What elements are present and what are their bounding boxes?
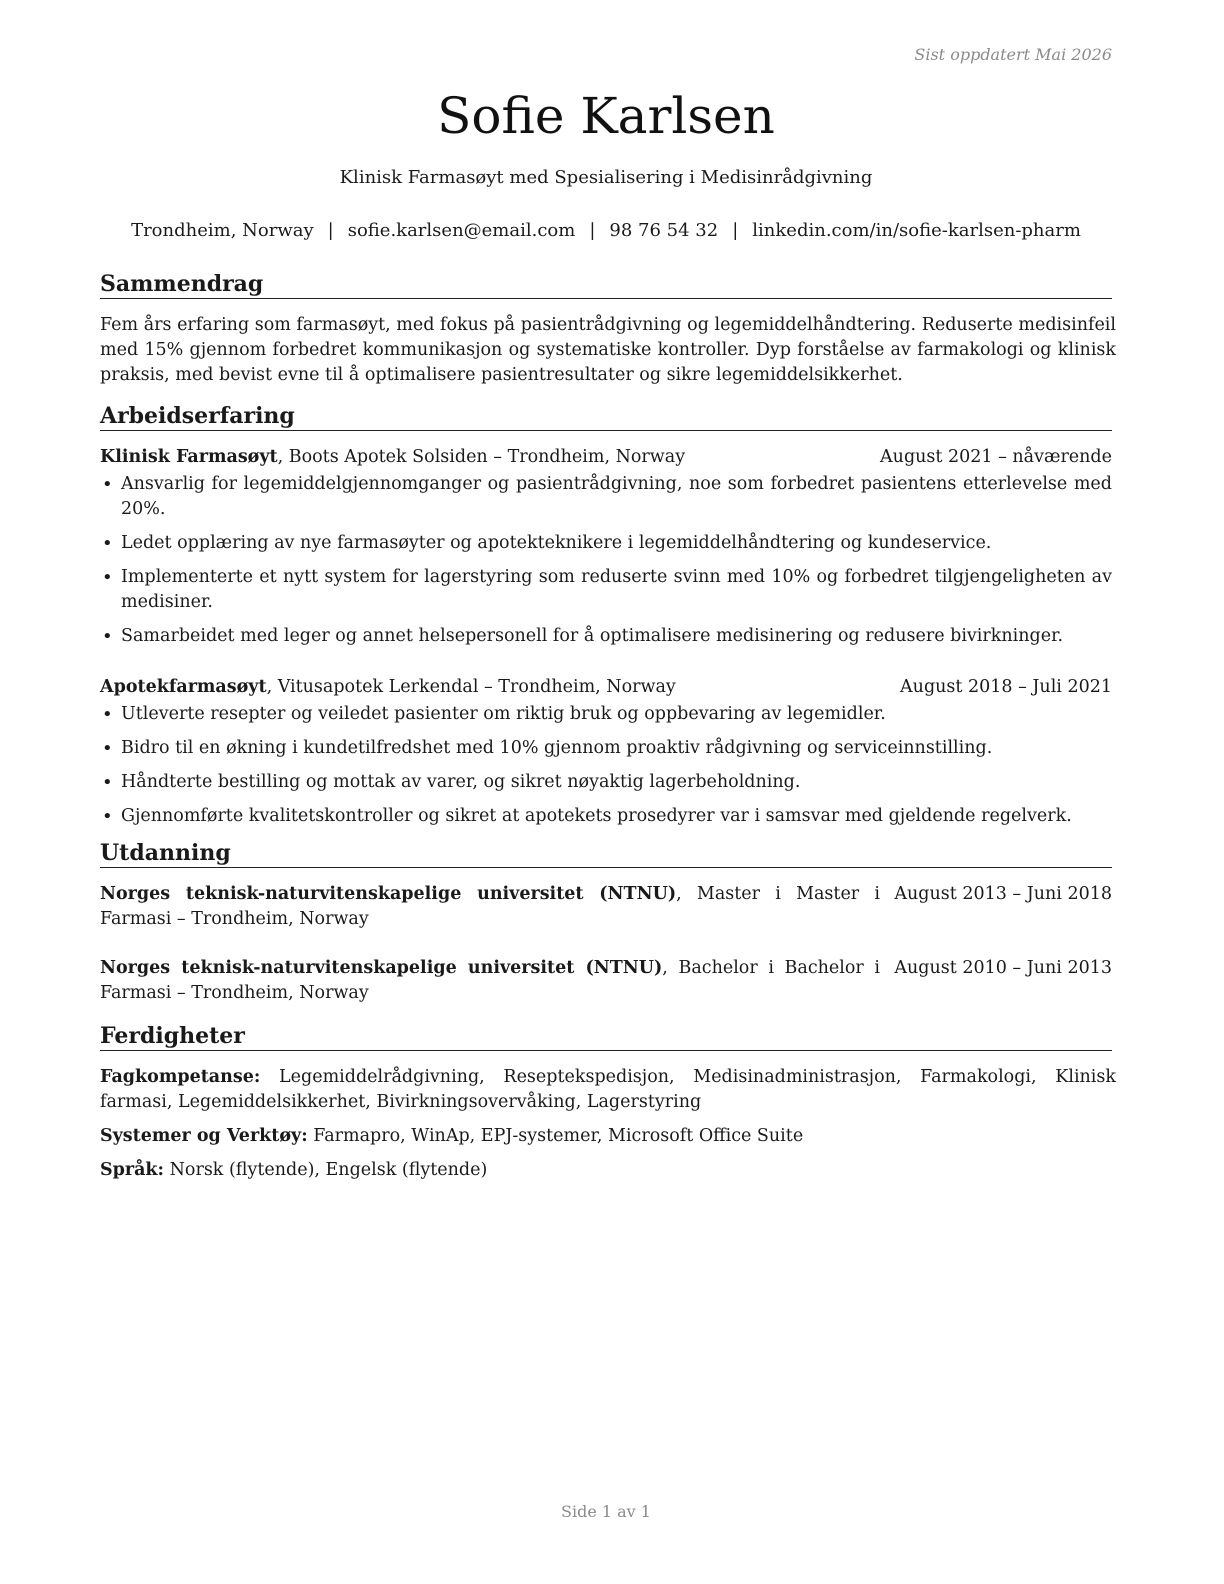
job-bullet: • Ansvarlig for legemiddelgjennomganger og pasientrådgivning, noe som forbedret pasientens etterlevelse med 20%. [100, 472, 1112, 522]
job-employer: , Vitusapotek Lerkendal – Trondheim, Norway [266, 677, 676, 697]
job-dates: August 2018 – Juli 2021 [900, 677, 1112, 697]
job-dates: August 2021 – nåværende [880, 447, 1112, 467]
education-dates: August 2010 – Juni 2013 [894, 958, 1112, 978]
candidate-name: Sofie Karlsen [437, 87, 775, 145]
education-dates: August 2013 – Juni 2018 [894, 884, 1112, 904]
job-header [100, 675, 1112, 700]
job-header [100, 445, 1112, 470]
job-title-place [100, 675, 676, 700]
contact-phone: 98 76 54 32 [609, 220, 719, 241]
education-item [100, 882, 1112, 932]
contact-location: Trondheim, Norway [131, 220, 314, 241]
section-heading-experience: Arbeidserfaring [100, 402, 1112, 431]
last-updated: Sist oppdatert Mai 2026 [914, 45, 1112, 64]
skill-row [100, 1158, 1116, 1183]
job-bullet: • Ledet opplæring av nye farmasøyter og apotekteknikere i legemiddelhåndtering og kundeservice. [100, 531, 1112, 556]
section-heading-summary: Sammendrag [100, 270, 1112, 299]
education-school: Norges teknisk-naturvitenskapelige universitet (NTNU) [100, 958, 663, 978]
job-bullets [100, 702, 1112, 829]
job-bullet: • Utleverte resepter og veiledet pasienter om riktig bruk og oppbevaring av legemidler. [100, 702, 1112, 727]
job-title-place [100, 445, 685, 470]
job-bullet: • Implementerte et nytt system for lagerstyring som reduserte svinn med 10% og forbedret tilgjengeligheten av medisiner. [100, 565, 1112, 615]
contact-line [100, 220, 1112, 241]
section-heading-education: Utdanning [100, 839, 1112, 868]
resume-page [100, 0, 1116, 1584]
education-detail [100, 882, 880, 932]
skill-row [100, 1124, 1116, 1149]
section-heading-skills: Ferdigheter [100, 1022, 1112, 1051]
education-degree: , Master i Master i Farmasi – Trondheim, Norway [100, 884, 881, 929]
skill-label: Fagkompetanse: [100, 1067, 261, 1087]
education-item [100, 956, 1112, 1006]
page-number: Side 1 av 1 [561, 1502, 651, 1521]
skill-value: Legemiddelrådgivning, Reseptekspedisjon, Medisinadministrasjon, Farmakologi, Klinisk farmasi, Legemiddelsikkerhet, Bivirkningsovervåking, Lagerstyring [100, 1067, 1116, 1112]
job-employer: , Boots Apotek Solsiden – Trondheim, Norway [277, 447, 686, 467]
education-detail [100, 956, 880, 1006]
professional-title: Klinisk Farmasøyt med Spesialisering i Medisinrådgivning [339, 167, 873, 188]
skill-row [100, 1065, 1116, 1115]
job-bullet: • Gjennomførte kvalitetskontroller og sikret at apotekets prosedyrer var i samsvar med gjeldende regelverk. [100, 804, 1112, 829]
contact-separator: | [732, 220, 739, 241]
job-bullet: • Bidro til en økning i kundetilfredshet med 10% gjennom proaktiv rådgivning og serviceinnstilling. [100, 736, 1112, 761]
job-title: Klinisk Farmasøyt [100, 447, 278, 467]
job-bullets [100, 472, 1112, 649]
contact-email[interactable]: sofie.karlsen@email.com [347, 220, 576, 241]
skill-value: Farmapro, WinAp, EPJ-systemer, Microsoft Office Suite [313, 1126, 804, 1146]
resume-body [100, 270, 1116, 1183]
job-title: Apotekfarmasøyt [100, 677, 267, 697]
job-bullet: • Håndterte bestilling og mottak av varer, og sikret nøyaktig lagerbeholdning. [100, 770, 1112, 795]
skill-value: Norsk (flytende), Engelsk (flytende) [169, 1160, 488, 1180]
contact-separator: | [327, 220, 334, 241]
skill-label: Språk: [100, 1160, 165, 1180]
job-bullet: • Samarbeidet med leger og annet helsepersonell for å optimalisere medisinering og redusere bivirkninger. [100, 624, 1112, 649]
contact-linkedin[interactable]: linkedin.com/in/sofie-karlsen-pharm [752, 220, 1081, 241]
education-degree: , Bachelor i Bachelor i Farmasi – Trondheim, Norway [100, 958, 881, 1003]
contact-separator: | [589, 220, 596, 241]
summary-text: Fem års erfaring som farmasøyt, med fokus på pasientrådgivning og legemiddelhåndtering. Reduserte medisinfeil med 15% gjennom forbedret kommunikasjon og systematiske kontroller. Dyp forståelse av farmakologi og klinisk praksis, med bevist evne til å optimalisere pasientresultater og sikre legemiddelsikkerhet. [100, 315, 1116, 385]
skill-label: Systemer og Verktøy: [100, 1126, 308, 1146]
education-school: Norges teknisk-naturvitenskapelige universitet (NTNU) [100, 884, 677, 904]
